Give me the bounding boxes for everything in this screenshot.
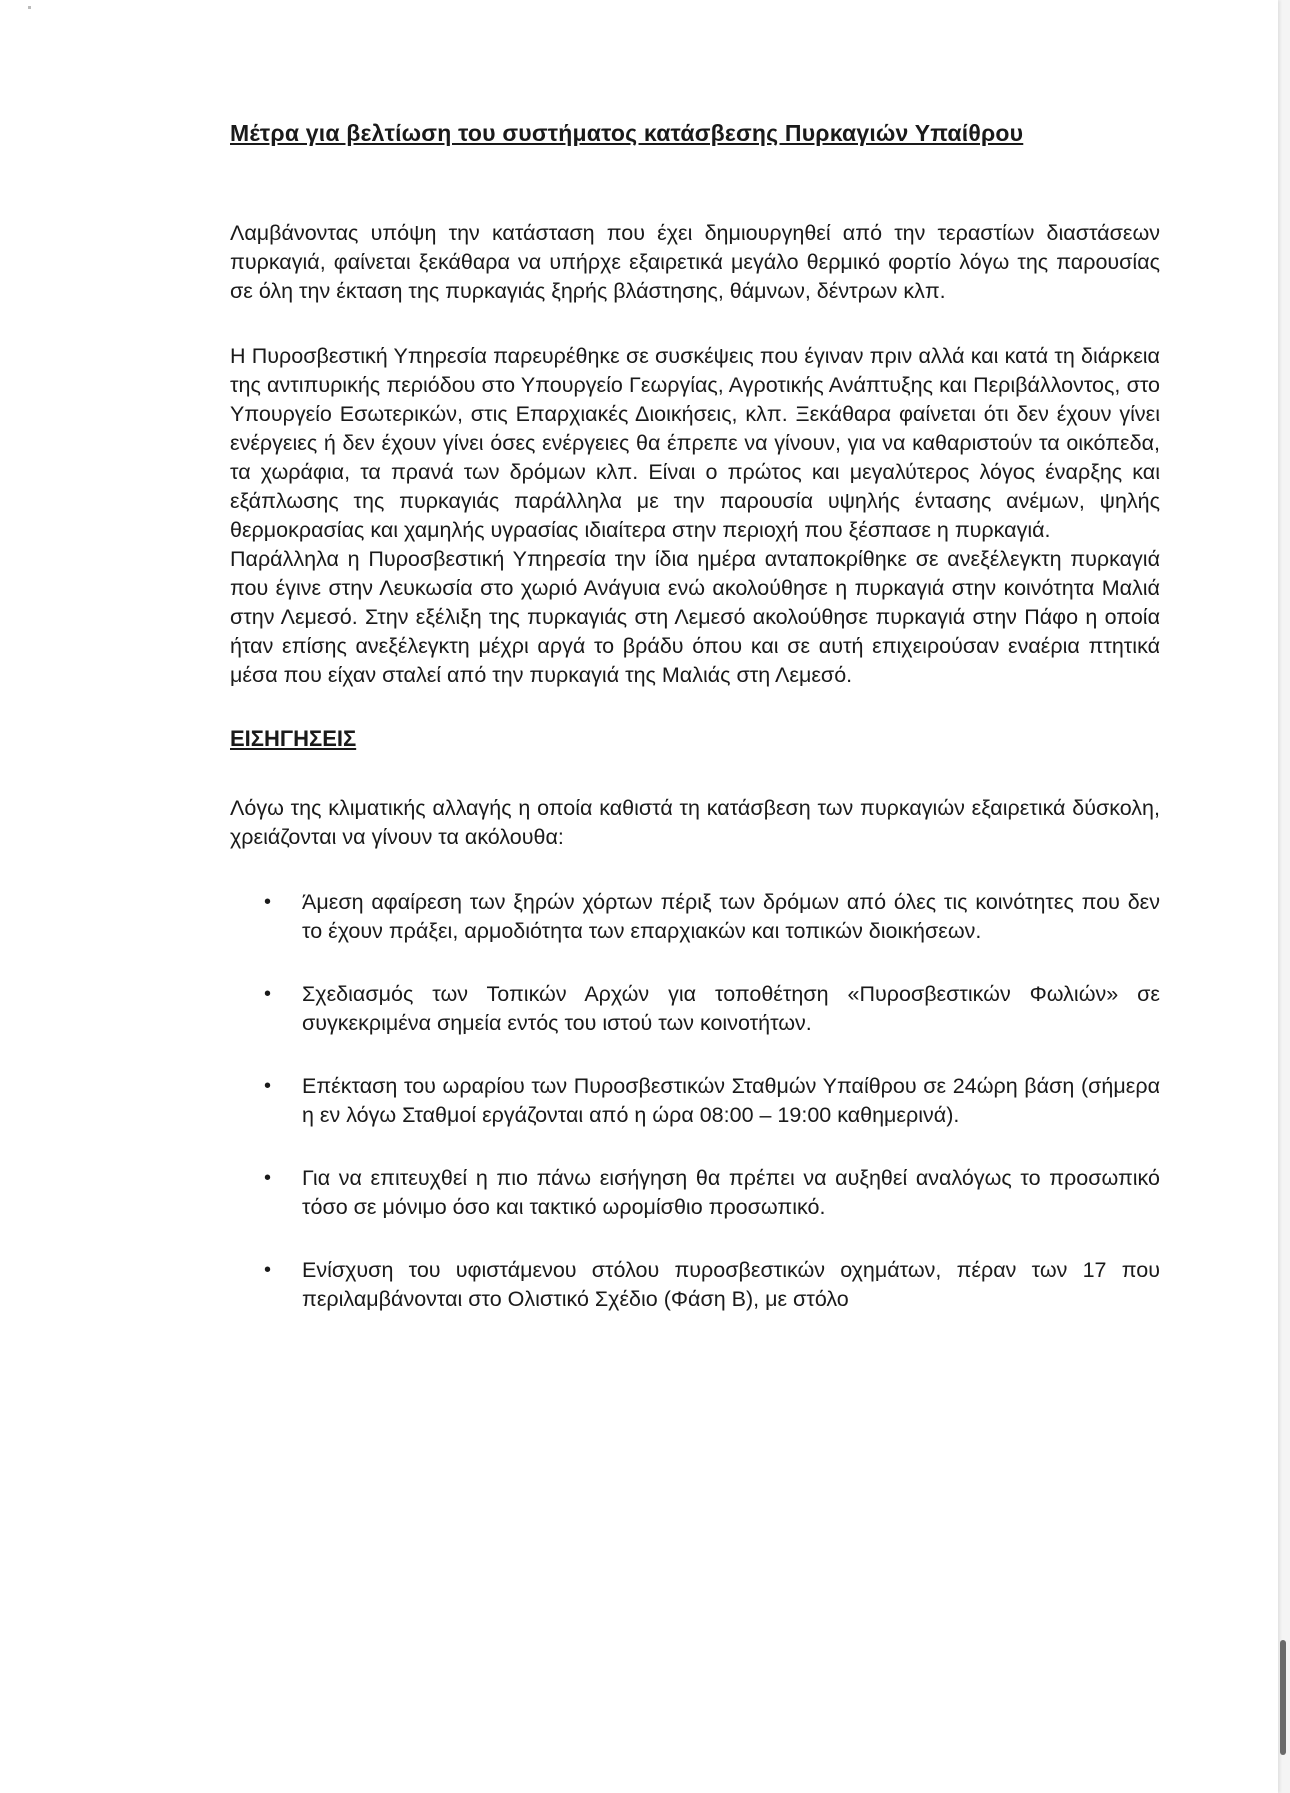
paragraph-1: Λαμβάνοντας υπόψη την κατάσταση που έχει δημιουργηθεί από την τεραστίων διαστάσεων πυρκαγιά, φαίνεται ξεκάθαρα να υπήρχε εξαιρετικά μεγάλο θερμικό φορτίο λόγω της παρουσίας σε όλη την έκταση της πυρκαγιάς ξηρής βλάστησης, θάμνων, δέντρων κλπ. xyxy=(230,221,1160,303)
bullet-icon: • xyxy=(264,1167,272,1189)
document-title: Μέτρα για βελτίωση του συστήματος κατάσβεσης Πυρκαγιών Υπαίθρου xyxy=(230,120,1024,146)
list-item xyxy=(230,888,1160,946)
paragraph-2: Η Πυροσβεστική Υπηρεσία παρευρέθηκε σε συσκέψεις που έγιναν πριν αλλά και κατά τη διάρκεια της αντιπυρικής περιόδου στο Υπουργείο Γεωργίας, Αγροτικής Ανάπτυξης και Περιβάλλοντος, στο Υπουργείο Εσωτερικών, στις Επαρχιακές Διοικήσεις, κλπ. Ξεκάθαρα φαίνεται ότι δεν έχουν γίνει ενέργειες ή δεν έχουν γίνει όσες ενέργειες θα έπρεπε να γίνουν, για να καθαριστούν τα οικόπεδα, τα χωράφια, τα πρανά των δρόμων κλπ. Είναι ο πρώτος και μεγαλύτερος λόγος έναρξης και εξάπλωσης της πυρκαγιάς παράλληλα με την παρουσία υψηλής έντασης ανέμων, ψηλής θερμοκρασίας και χαμηλής υγρασίας ιδιαίτερα στην περιοχή που ξέσπασε η πυρκαγιά. xyxy=(230,344,1160,542)
recommendations-list xyxy=(230,888,1160,1314)
section-intro: Λόγω της κλιματικής αλλαγής η οποία καθιστά τη κατάσβεση των πυρκαγιών εξαιρετικά δύσκολη, χρειάζονται να γίνουν τα ακόλουθα: xyxy=(230,796,1160,849)
bullet-icon: • xyxy=(264,891,272,913)
list-item-text: Επέκταση του ωραρίου των Πυροσβεστικών Σταθμών Υπαίθρου σε 24ώρη βάση (σήμερα η εν λόγω Σταθμοί εργάζονται από η ώρα 08:00 – 19:00 καθημερινά). xyxy=(302,1074,1160,1127)
paragraph-3: Παράλληλα η Πυροσβεστική Υπηρεσία την ίδια ημέρα ανταποκρίθηκε σε ανεξέλεγκτη πυρκαγιά που έγινε στην Λευκωσία στο χωριό Ανάγυια ενώ ακολούθησε η πυρκαγιά στην κοινότητα Μαλιά στην Λεμεσό. Στην εξέλιξη της πυρκαγιάς στη Λεμεσό ακολούθησε πυρκαγιά στην Πάφο η οποία ήταν επίσης ανεξέλεγκτη μέχρι αργά το βράδυ όπου και σε αυτή επιχειρούσαν εναέρια πτητικά μέσα που είχαν σταλεί από την πυρκαγιά της Μαλιάς στη Λεμεσό. xyxy=(230,547,1160,687)
scrollbar-thumb[interactable] xyxy=(1280,1640,1286,1755)
section-heading: ΕΙΣΗΓΗΣΕΙΣ xyxy=(230,726,357,751)
list-item xyxy=(230,1256,1160,1314)
bullet-icon: • xyxy=(264,983,272,1005)
list-item-text: Σχεδιασμός των Τοπικών Αρχών για τοποθέτηση «Πυροσβεστικών Φωλιών» σε συγκεκριμένα σημεία εντός του ιστού των κοινοτήτων. xyxy=(302,982,1160,1035)
list-item-text: Άμεση αφαίρεση των ξηρών χόρτων πέριξ των δρόμων από όλες τις κοινότητες που δεν το έχουν πράξει, αρμοδιότητα των επαρχιακών και τοπικών διοικήσεων. xyxy=(302,890,1160,943)
list-item-text: Για να επιτευχθεί η πιο πάνω εισήγηση θα πρέπει να αυξηθεί αναλόγως το προσωπικό τόσο σε μόνιμο όσο και τακτικό ωρομίσθιο προσωπικό. xyxy=(302,1166,1160,1219)
list-item-text: Ενίσχυση του υφιστάμενου στόλου πυροσβεστικών οχημάτων, πέραν των 17 που περιλαμβάνονται στο Ολιστικό Σχέδιο (Φάση Β), με στόλο xyxy=(302,1258,1160,1311)
bullet-icon: • xyxy=(264,1259,272,1281)
document-content xyxy=(230,120,1160,1348)
bullet-icon: • xyxy=(264,1075,272,1097)
list-item xyxy=(230,980,1160,1038)
list-item xyxy=(230,1164,1160,1222)
corner-mark xyxy=(28,6,31,9)
list-item xyxy=(230,1072,1160,1130)
